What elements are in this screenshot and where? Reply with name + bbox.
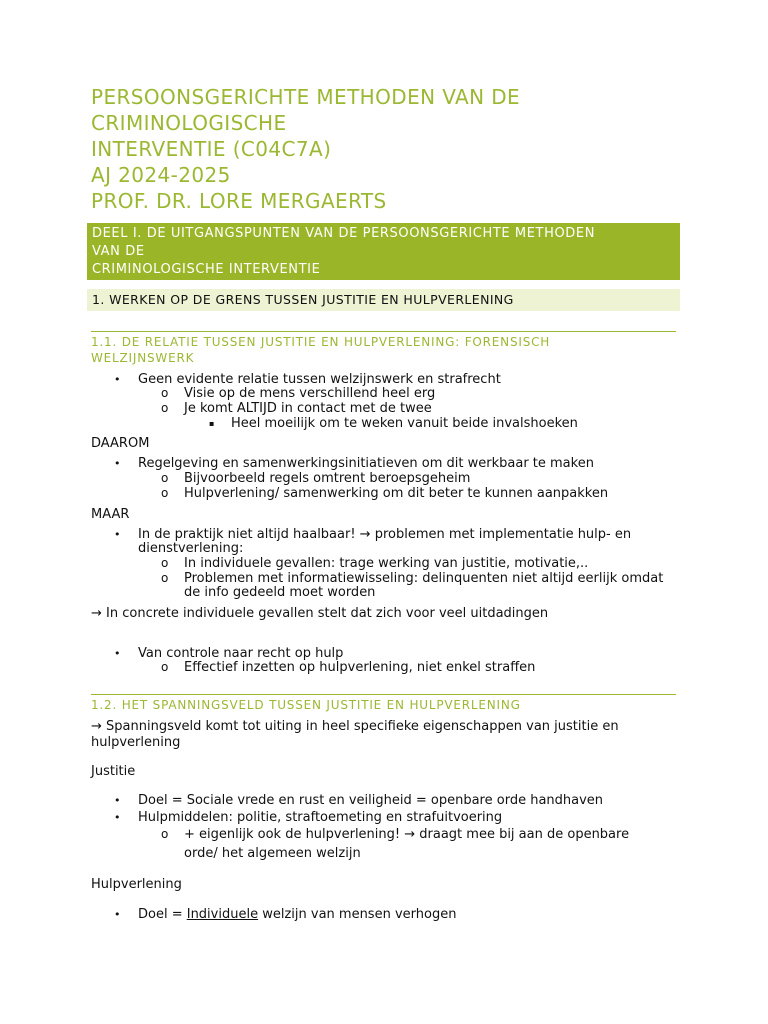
sub-bullet-marker: o (161, 386, 169, 400)
sub-list-item: Visie op de mens verschillend heel erg (184, 386, 436, 401)
sub-bullet-marker: o (161, 571, 169, 585)
section-divider (91, 331, 676, 332)
part-heading-line: DEEL I. DE UITGANGSPUNTEN VAN DE PERSOONSGERICHTE METHODEN (92, 226, 596, 241)
list-item-suffix: welzijn van mensen verhogen (258, 907, 457, 922)
list-item: Hulpmiddelen: politie, straftoemeting en strafuitvoering (138, 810, 503, 825)
part-heading (87, 223, 680, 280)
sub-list-item: Problemen met informatiewisseling: delinquenten niet altijd eerlijk omdat (184, 571, 664, 586)
paragraph-maar: MAAR (91, 507, 130, 522)
sub-list-item: Bijvoorbeeld regels omtrent beroepsgeheim (184, 471, 471, 486)
sub-bullet-marker: o (161, 556, 169, 570)
sub-list-item: Hulpverlening/ samenwerking om dit beter te kunnen aanpakken (184, 486, 609, 501)
list-item: Doel = Sociale vrede en rust en veiligheid = openbare orde handhaven (138, 793, 604, 808)
arrow-paragraph: → In concrete individuele gevallen stelt dat zich voor veel uitdadingen (91, 606, 549, 621)
subsub-bullet-marker: ▪ (209, 419, 215, 428)
sub-list-item-continuation: orde/ het algemeen welzijn (184, 846, 361, 861)
sub-list-item: Effectief inzetten op hulpverlening, niet enkel straffen (184, 660, 536, 675)
subsub-list-item: Heel moeilijk om te weken vanuit beide invalshoeken (231, 416, 578, 431)
list-item: Geen evidente relatie tussen welzijnswerk en strafrecht (138, 372, 501, 387)
section-heading-line: WELZIJNSWERK (91, 351, 195, 365)
list-item: In de praktijk niet altijd haalbaar! → problemen met implementatie hulp- en (138, 527, 632, 542)
title-line: INTERVENTIE (C04C7A) (91, 137, 332, 161)
title-line: AJ 2024-2025 (91, 163, 231, 187)
list-item: Regelgeving en samenwerkingsinitiatieven om dit werkbaar te maken (138, 456, 594, 471)
sub-bullet-marker: o (161, 486, 169, 500)
sub-list-item: In individuele gevallen: trage werking van justitie, motivatie,.. (184, 556, 589, 571)
paragraph-intro: → Spanningsveld komt tot uiting in heel specifieke eigenschappen van justitie en (91, 719, 619, 734)
bullet-marker: • (114, 457, 121, 470)
bullet-marker: • (114, 811, 121, 824)
sub-bullet-marker: o (161, 401, 169, 415)
title-line: CRIMINOLOGISCHE (91, 111, 287, 135)
chapter-heading: 1. WERKEN OP DE GRENS TUSSEN JUSTITIE EN HULPVERLENING (87, 289, 680, 311)
section-heading-line: 1.1. DE RELATIE TUSSEN JUSTITIE EN HULPVERLENING: FORENSISCH (91, 335, 551, 349)
paragraph-daarom: DAAROM (91, 436, 150, 451)
list-item: Van controle naar recht op hulp (138, 646, 344, 661)
bullet-marker: • (114, 908, 121, 921)
paragraph-justitie: Justitie (91, 764, 136, 779)
section-divider (91, 694, 676, 695)
title-line: PROF. DR. LORE MERGAERTS (91, 189, 387, 213)
part-heading-line: VAN DE (92, 244, 145, 259)
section-heading-1-1 (91, 334, 676, 366)
paragraph-intro-continuation: hulpverlening (91, 735, 181, 750)
paragraph-hulpverlening: Hulpverlening (91, 877, 182, 892)
bullet-marker: • (114, 373, 121, 386)
sub-bullet-marker: o (161, 827, 169, 841)
bullet-marker: • (114, 528, 121, 541)
list-item (138, 907, 456, 922)
list-item-continuation: dienstverlening: (138, 541, 244, 556)
section-heading-1-2 (91, 697, 676, 713)
sub-bullet-marker: o (161, 660, 169, 674)
sub-list-item-continuation: de info gedeeld moet worden (184, 585, 376, 600)
bullet-marker: • (114, 647, 121, 660)
title-line: PERSOONSGERICHTE METHODEN VAN DE (91, 85, 521, 109)
underlined-word: Individuele (186, 907, 259, 922)
sub-bullet-marker: o (161, 471, 169, 485)
sub-list-item: Je komt ALTIJD in contact met de twee (184, 401, 432, 416)
list-item-prefix: Doel = (138, 907, 187, 922)
part-heading-line: CRIMINOLOGISCHE INTERVENTIE (92, 262, 321, 277)
document-title (91, 84, 691, 214)
section-heading-line: 1.2. HET SPANNINGSVELD TUSSEN JUSTITIE EN HULPVERLENING (91, 698, 521, 712)
bullet-marker: • (114, 794, 121, 807)
sub-list-item: + eigenlijk ook de hulpverlening! → draagt mee bij aan de openbare (184, 827, 630, 842)
